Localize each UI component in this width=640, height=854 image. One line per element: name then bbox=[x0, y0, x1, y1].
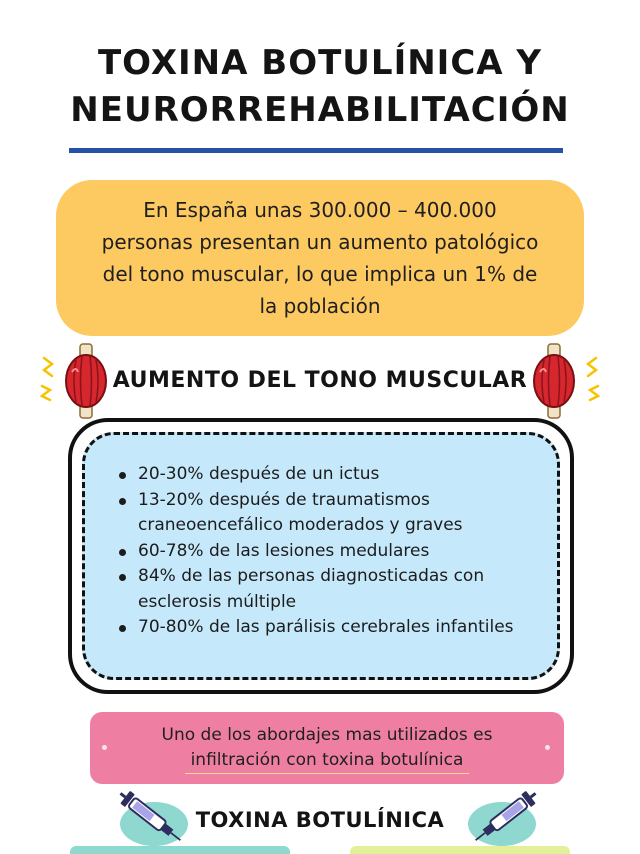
title-line-1: TOXINA BOTULÍNICA Y bbox=[97, 43, 543, 83]
list-item: 60-78% de las lesiones medulares bbox=[116, 539, 556, 565]
decorative-dot bbox=[545, 745, 550, 750]
title-underline bbox=[69, 148, 563, 153]
list-item: 84% de las personas diagnosticadas con esclerosis múltiple bbox=[116, 564, 556, 615]
intro-text: En España unas 300.000 – 400.000 personas presentan un aumento patológico del tono muscular, lo que implica un 1% de la población bbox=[101, 198, 539, 318]
section-heading-tono-muscular: AUMENTO DEL TONO MUSCULAR bbox=[112, 368, 528, 393]
section-heading-toxina: TOXINA BOTULÍNICA bbox=[195, 808, 445, 832]
decorative-dot bbox=[102, 745, 107, 750]
page-title bbox=[0, 40, 640, 134]
treatment-callout bbox=[90, 712, 564, 784]
statistics-list bbox=[116, 462, 556, 641]
intro-stat-box bbox=[56, 180, 584, 336]
callout-line-1: Uno de los abordajes mas utilizados es bbox=[161, 724, 493, 745]
list-item: 70-80% de las parálisis cerebrales infantiles bbox=[116, 615, 556, 641]
list-item: 20-30% después de un ictus bbox=[116, 462, 556, 488]
title-line-2: NEURORREHABILITACIÓN bbox=[70, 90, 570, 130]
list-item: 13-20% después de traumatismos craneoencefálico moderados y graves bbox=[116, 488, 556, 539]
muscle-icon bbox=[530, 342, 602, 420]
callout-line-2: infiltración con toxina botulínica bbox=[185, 748, 470, 774]
syringe-icon bbox=[466, 788, 544, 848]
